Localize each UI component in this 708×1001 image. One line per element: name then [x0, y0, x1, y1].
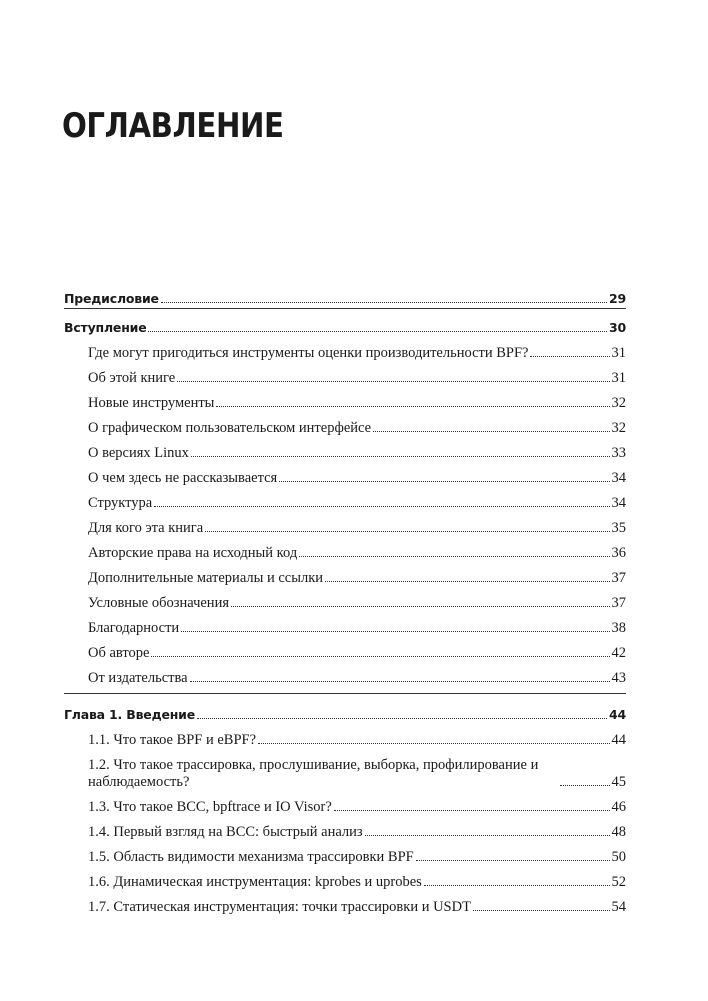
toc-leader-dots [373, 431, 609, 432]
toc-entry-chapter-1[interactable] [64, 702, 626, 724]
toc-entry-label: Где могут пригодиться инструменты оценки производительности BPF? [88, 345, 529, 361]
toc-entry[interactable] [64, 337, 626, 362]
toc-entry[interactable] [64, 562, 626, 587]
toc-page-number: 34 [611, 495, 626, 511]
toc-entry-label: О чем здесь не рассказывается [88, 470, 278, 486]
toc-leader-dots [148, 331, 607, 332]
table-of-contents [64, 280, 626, 916]
toc-entry[interactable] [64, 891, 626, 916]
toc-page-number: 44 [609, 707, 626, 722]
toc-leader-dots [177, 381, 609, 382]
toc-leader-dots [216, 406, 609, 407]
toc-leader-dots [334, 810, 610, 811]
toc-leader-dots [258, 743, 609, 744]
toc-entry-label: 1.6. Динамическая инструментация: kprobes и uprobes [88, 874, 422, 890]
toc-leader-dots [181, 631, 609, 632]
toc-entry-label: Для кого эта книга [88, 520, 204, 536]
toc-entry-label: Глава 1. Введение [64, 707, 196, 722]
toc-entry[interactable] [64, 816, 626, 841]
toc-entry[interactable] [64, 749, 626, 791]
chapter-1-subsections [64, 724, 626, 916]
toc-entry-label: Дополнительные материалы и ссылки [88, 570, 324, 586]
toc-leader-dots [279, 481, 609, 482]
toc-entry-label: 1.1. Что такое BPF и eBPF? [88, 732, 257, 748]
toc-separator [64, 308, 626, 309]
toc-entry[interactable] [64, 387, 626, 412]
toc-page-number: 30 [609, 320, 626, 335]
toc-entry[interactable] [64, 866, 626, 891]
toc-page-number: 31 [611, 345, 626, 361]
toc-entry[interactable] [64, 841, 626, 866]
toc-leader-dots [161, 302, 607, 303]
toc-leader-dots [325, 581, 609, 582]
toc-page-number: 37 [611, 570, 626, 586]
toc-entry-label: 1.3. Что такое BCC, bpftrace и IO Visor? [88, 799, 332, 815]
toc-leader-dots [190, 681, 610, 682]
toc-leader-dots [473, 910, 610, 911]
toc-page-number: 42 [611, 645, 626, 661]
toc-entry-label: О версиях Linux [88, 445, 189, 461]
toc-entry[interactable] [64, 437, 626, 462]
toc-leader-dots [560, 785, 610, 786]
toc-page-number: 32 [611, 420, 626, 436]
toc-page-number: 46 [611, 799, 626, 815]
toc-leader-dots [424, 885, 610, 886]
toc-leader-dots [365, 835, 610, 836]
toc-page-number: 54 [611, 899, 626, 915]
toc-leader-dots [231, 606, 610, 607]
toc-entry[interactable] [64, 362, 626, 387]
toc-entry-label: Об авторе [88, 645, 150, 661]
toc-leader-dots [151, 656, 609, 657]
toc-entry-label: Условные обозначения [88, 595, 229, 611]
toc-entry-label: От издательства [88, 670, 188, 686]
toc-entry[interactable] [64, 587, 626, 612]
toc-page-number: 48 [611, 824, 626, 840]
toc-entry-label: 1.7. Статическая инструментация: точки трассировки и USDT [88, 899, 471, 915]
intro-subsections [64, 337, 626, 687]
toc-page-number: 44 [611, 732, 626, 748]
toc-leader-dots [416, 860, 610, 861]
toc-page-number: 33 [611, 445, 626, 461]
toc-entry[interactable] [64, 637, 626, 662]
toc-page-number: 38 [611, 620, 626, 636]
toc-page-number: 50 [611, 849, 626, 865]
toc-entry[interactable] [64, 612, 626, 637]
toc-entry[interactable] [64, 662, 626, 687]
toc-page-number: 34 [611, 470, 626, 486]
toc-entry[interactable] [64, 462, 626, 487]
toc-entry-label: Авторские права на исходный код [88, 545, 298, 561]
toc-leader-dots [154, 506, 609, 507]
toc-page-number: 32 [611, 395, 626, 411]
toc-entry-preface[interactable] [64, 280, 626, 308]
toc-entry-label: Благодарности [88, 620, 180, 636]
toc-entry-label: Вступление [64, 320, 147, 335]
toc-page-number: 36 [611, 545, 626, 561]
toc-leader-dots [191, 456, 610, 457]
toc-entry-label: Предисловие [64, 291, 159, 306]
toc-entry[interactable] [64, 412, 626, 437]
toc-entry-label: 1.2. Что такое трассировка, прослушивание, выборка, профилирование и наблюдаемость? [88, 757, 539, 790]
toc-entry[interactable] [64, 512, 626, 537]
toc-page-number: 45 [611, 774, 626, 790]
toc-page-number: 35 [611, 520, 626, 536]
toc-page-number: 31 [611, 370, 626, 386]
toc-leader-dots [197, 718, 607, 719]
toc-page-number: 52 [611, 874, 626, 890]
toc-leader-dots [530, 356, 609, 357]
page-title: ОГЛАВЛЕНИЕ [62, 106, 284, 146]
toc-leader-dots [299, 556, 609, 557]
toc-separator [64, 693, 626, 694]
toc-entry-intro[interactable] [64, 315, 626, 337]
toc-entry-label: Структура [88, 495, 153, 511]
toc-entry-label: 1.4. Первый взгляд на BCC: быстрый анализ [88, 824, 363, 840]
toc-page-number: 43 [611, 670, 626, 686]
toc-entry[interactable] [64, 537, 626, 562]
toc-leader-dots [205, 531, 609, 532]
toc-entry[interactable] [64, 724, 626, 749]
toc-page-number: 29 [609, 291, 626, 306]
toc-entry-label: Новые инструменты [88, 395, 215, 411]
toc-entry-label: Об этой книге [88, 370, 176, 386]
toc-entry[interactable] [64, 487, 626, 512]
toc-entry-label: О графическом пользовательском интерфейсе [88, 420, 372, 436]
toc-entry[interactable] [64, 791, 626, 816]
toc-entry-label: 1.5. Область видимости механизма трассировки BPF [88, 849, 414, 865]
toc-page-number: 37 [611, 595, 626, 611]
